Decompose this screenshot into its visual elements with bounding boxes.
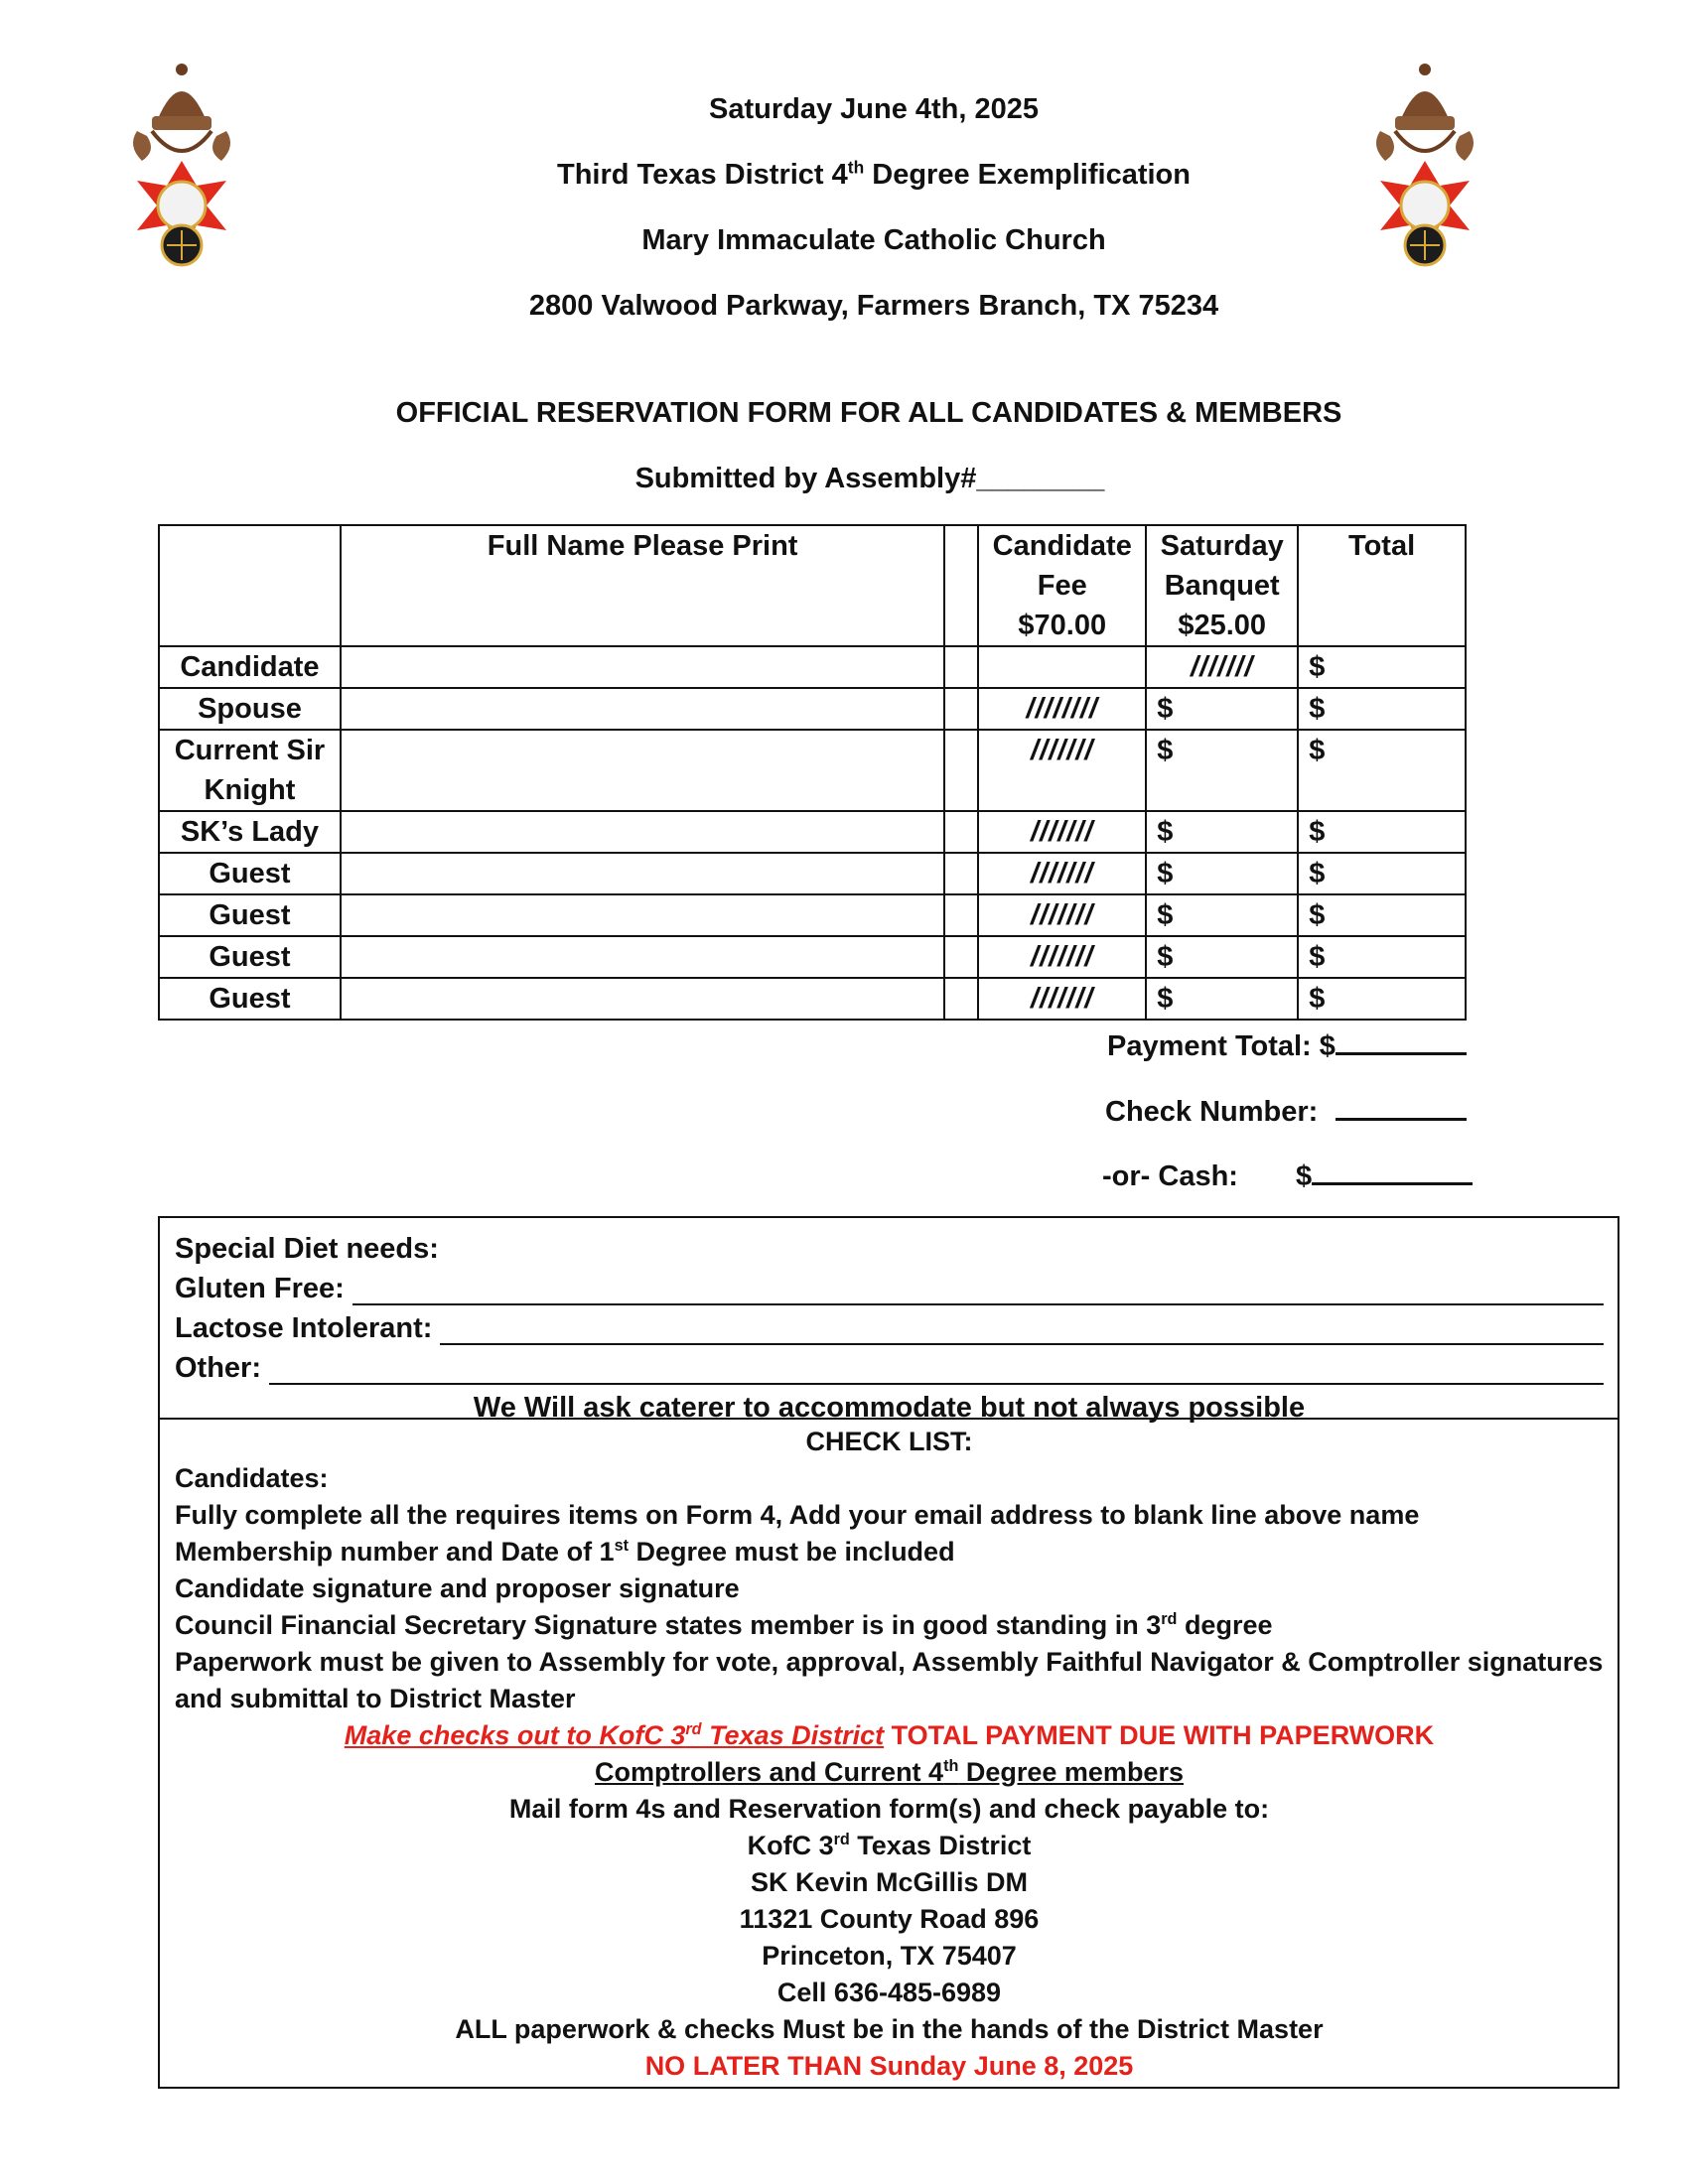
spacer-cell: [944, 646, 978, 688]
payee-street: 11321 County Road 896: [739, 1904, 1040, 1934]
mail-instructions: Mail form 4s and Reservation form(s) and check payable to:: [508, 1794, 1270, 1824]
fee-cell: ///////: [978, 978, 1146, 1020]
col-spacer: [944, 525, 978, 646]
payee: KofC 3rd Texas District: [747, 1831, 1032, 1860]
fee-cell: ///////: [978, 894, 1146, 936]
reservation-table: [158, 524, 1467, 1021]
candidates-heading: Candidates:: [175, 1463, 329, 1493]
lactose-row: [175, 1305, 1604, 1345]
total-cell[interactable]: $: [1298, 646, 1466, 688]
caterer-note: We Will ask caterer to accommodate but not always possible: [473, 1392, 1306, 1424]
fee-cell[interactable]: [978, 646, 1146, 688]
banquet-cell[interactable]: $: [1146, 978, 1298, 1020]
name-input-cell[interactable]: [341, 730, 944, 811]
lactose-label: Lactose Intolerant:: [175, 1312, 433, 1344]
comptrollers-heading: Comptrollers and Current 4th Degree members: [595, 1757, 1184, 1787]
gluten-free-input[interactable]: [352, 1276, 1604, 1305]
cash-row: [1102, 1155, 1473, 1193]
payee-name: SK Kevin McGillis DM: [750, 1867, 1029, 1897]
table-row: [159, 978, 1466, 1020]
fee-cell: ////////: [978, 688, 1146, 730]
table-row: [159, 730, 1466, 811]
deadline-note: ALL paperwork & checks Must be in the hands of the District Master: [455, 2014, 1324, 2044]
check-number-input[interactable]: [1336, 1090, 1467, 1121]
cash-label: -or- Cash:: [1102, 1160, 1238, 1192]
checklist-box: [158, 1418, 1619, 2089]
gluten-free-label: Gluten Free:: [175, 1273, 345, 1304]
payment-instructions: [175, 1717, 1604, 1754]
gluten-free-row: [175, 1266, 1604, 1305]
cash-dollar: $: [1296, 1160, 1313, 1192]
event-date: Saturday June 4th, 2025: [708, 93, 1040, 125]
spacer-cell: [944, 978, 978, 1020]
name-input-cell[interactable]: [341, 688, 944, 730]
cash-input[interactable]: [1312, 1155, 1473, 1185]
check-number-label: Check Number:: [1105, 1096, 1319, 1128]
name-input-cell[interactable]: [341, 811, 944, 853]
submitted-by-assembly[interactable]: Submitted by Assembly#________: [634, 463, 1105, 494]
table-row: [159, 853, 1466, 894]
fee-cell: ///////: [978, 811, 1146, 853]
table-row: [159, 811, 1466, 853]
name-input-cell[interactable]: [341, 936, 944, 978]
lactose-input[interactable]: [440, 1315, 1604, 1345]
spacer-cell: [944, 894, 978, 936]
checklist-item: Fully complete all the requires items on Form 4, Add your email address to blank line above name: [175, 1500, 1420, 1530]
row-label: Guest: [159, 894, 341, 936]
table-row: [159, 646, 1466, 688]
special-diet-box: [158, 1216, 1619, 1424]
event-venue: Mary Immaculate Catholic Church: [641, 224, 1106, 256]
banquet-cell[interactable]: $: [1146, 894, 1298, 936]
total-cell[interactable]: $: [1298, 688, 1466, 730]
col-saturday-banquet: Saturday Banquet $25.00: [1146, 525, 1298, 646]
check-number-row: [1105, 1090, 1467, 1129]
diet-heading: Special Diet needs:: [175, 1233, 439, 1265]
spacer-cell: [944, 730, 978, 811]
banquet-cell[interactable]: $: [1146, 811, 1298, 853]
fee-cell: ///////: [978, 730, 1146, 811]
banquet-cell: ///////: [1146, 646, 1298, 688]
table-row: [159, 688, 1466, 730]
name-input-cell[interactable]: [341, 894, 944, 936]
spacer-cell: [944, 811, 978, 853]
checklist-item: Membership number and Date of 1st Degree must be included: [175, 1537, 955, 1567]
col-total: Total: [1298, 525, 1466, 646]
payee-city: Princeton, TX 75407: [762, 1941, 1017, 1971]
name-input-cell[interactable]: [341, 646, 944, 688]
other-row: [175, 1345, 1604, 1385]
other-label: Other:: [175, 1352, 261, 1384]
table-row: [159, 894, 1466, 936]
banquet-cell[interactable]: $: [1146, 853, 1298, 894]
spacer-cell: [944, 688, 978, 730]
header-blank: [159, 525, 341, 646]
table-header-row: [159, 525, 1466, 646]
fee-cell: ///////: [978, 936, 1146, 978]
total-cell[interactable]: $: [1298, 811, 1466, 853]
banquet-cell[interactable]: $: [1146, 730, 1298, 811]
checklist-item: and submittal to District Master: [175, 1684, 576, 1713]
form-heading: OFFICIAL RESERVATION FORM FOR ALL CANDIDATES & MEMBERS: [395, 397, 1342, 429]
total-cell[interactable]: $: [1298, 894, 1466, 936]
payment-total-label: Payment Total:: [1107, 1030, 1312, 1062]
spacer-cell: [944, 853, 978, 894]
col-full-name: Full Name Please Print: [341, 525, 944, 646]
name-input-cell[interactable]: [341, 853, 944, 894]
row-label: Current Sir Knight: [159, 730, 341, 811]
payment-due: TOTAL PAYMENT DUE WITH PAPERWORK: [884, 1720, 1435, 1750]
name-input-cell[interactable]: [341, 978, 944, 1020]
payment-total-row: [1107, 1024, 1467, 1063]
total-cell[interactable]: $: [1298, 936, 1466, 978]
total-cell[interactable]: $: [1298, 978, 1466, 1020]
checklist-item: Paperwork must be given to Assembly for vote, approval, Assembly Faithful Navigator & Comptroller signatures: [175, 1647, 1604, 1677]
payment-total-input[interactable]: [1336, 1024, 1467, 1055]
spacer-cell: [944, 936, 978, 978]
row-label: Spouse: [159, 688, 341, 730]
banquet-cell[interactable]: $: [1146, 688, 1298, 730]
row-label: Guest: [159, 936, 341, 978]
payee-cell: Cell 636-485-6989: [776, 1978, 1002, 2007]
row-label: Guest: [159, 978, 341, 1020]
event-title: Third Texas District 4th Degree Exemplification: [557, 157, 1191, 191]
payment-total-dollar: $: [1319, 1030, 1336, 1062]
make-checks-out: Make checks out to KofC 3rd Texas District: [344, 1720, 885, 1750]
checklist-item: Council Financial Secretary Signature states member is in good standing in 3rd degree: [175, 1610, 1273, 1640]
total-cell[interactable]: $: [1298, 853, 1466, 894]
total-cell[interactable]: $: [1298, 730, 1466, 811]
banquet-cell[interactable]: $: [1146, 936, 1298, 978]
fee-cell: ///////: [978, 853, 1146, 894]
checklist-heading: CHECK LIST:: [805, 1427, 973, 1456]
table-row: [159, 936, 1466, 978]
row-label: Candidate: [159, 646, 341, 688]
checklist-item: Candidate signature and proposer signature: [175, 1573, 740, 1603]
deadline-date: NO LATER THAN Sunday June 8, 2025: [644, 2051, 1134, 2081]
col-candidate-fee: Candidate Fee $70.00: [978, 525, 1146, 646]
other-input[interactable]: [269, 1355, 1604, 1385]
event-address: 2800 Valwood Parkway, Farmers Branch, TX 75234: [528, 290, 1219, 322]
row-label: Guest: [159, 853, 341, 894]
row-label: SK’s Lady: [159, 811, 341, 853]
